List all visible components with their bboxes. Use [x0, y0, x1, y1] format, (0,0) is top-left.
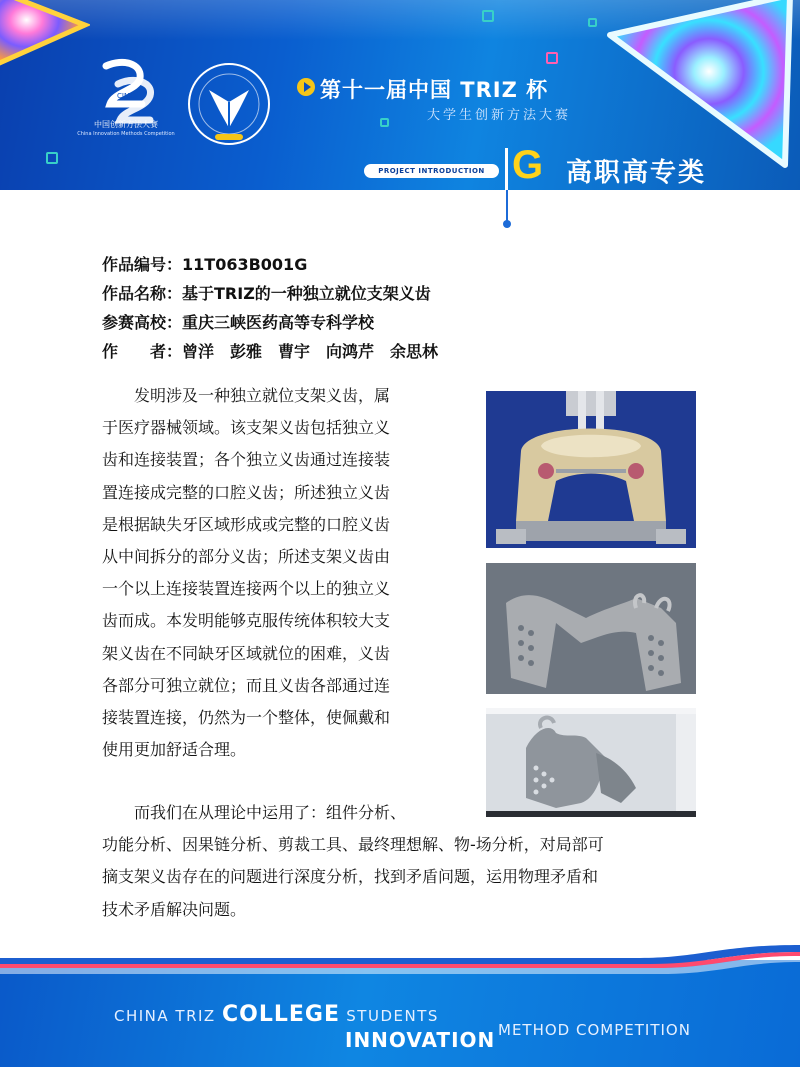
- cad-software-screenshot: [486, 708, 696, 817]
- project-introduction-label: PROJECT INTRODUCTION: [364, 164, 499, 178]
- decorative-triangle-left: [0, 0, 90, 70]
- info-row-title: 作品名称：基于TRIZ的一种独立就位支架义齿: [102, 284, 431, 303]
- footer-wave-decoration: [0, 940, 800, 1000]
- category-name: 高职高专类: [566, 158, 707, 188]
- footer-method-competition: METHOD COMPETITION: [498, 1021, 691, 1039]
- footer-innovation: INNOVATION: [345, 1028, 496, 1052]
- description-paragraph: 发明涉及一种独立就位支架义齿，属 于医疗器械领域。该支架义齿包括独立义 齿和连接装置；各个独立义齿通过连接装 置连接成完整的口腔义齿；所述独立义齿 是根据缺失牙区域形成或完整的口腔义齿 从中间拆分的部分义齿；所述支架义齿由 一个以上连接装置连接两个以上的独立义 齿而成。本发明能够克服传统体积较大支 架义齿在不同缺牙区域就位的困难，义齿 各部分可独立就位；而且义齿各部通过连 接装置连接，仍然为一个整体，使佩戴和 使用更加舒适合理。: [102, 386, 391, 760]
- play-icon: [297, 78, 315, 96]
- info-row-school: 参赛高校：重庆三峡医药高等专科学校: [102, 313, 375, 332]
- cimc-logo-text: 中国创新方法大赛: [94, 120, 158, 129]
- category-letter: G: [512, 143, 544, 187]
- project-authors: 曾洋 彭雅 曹宇 向鸿芹 余思林: [182, 342, 439, 361]
- project-number: 11T063B001G: [182, 255, 308, 274]
- denture-photo: [486, 391, 696, 548]
- competition-subtitle: 大学生创新方法大赛: [427, 108, 572, 123]
- info-row-number: 作品编号：11T063B001G: [102, 255, 308, 274]
- svg-text:CIMC: CIMC: [117, 92, 135, 100]
- header-banner: [0, 0, 800, 190]
- project-school: 重庆三峡医药高等专科学校: [182, 313, 375, 332]
- denture-3d-model-render: [486, 563, 696, 694]
- category-divider: [505, 148, 508, 190]
- info-row-authors: 作 者：曾洋 彭雅 曹宇 向鸿芹 余思林: [102, 342, 439, 361]
- category-connector-line: [506, 190, 508, 222]
- footer-line-1: CHINA TRIZ COLLEGE STUDENTS: [114, 1002, 439, 1027]
- decorative-square: [588, 18, 597, 27]
- project-title: 基于TRIZ的一种独立就位支架义齿: [182, 284, 431, 303]
- decorative-square: [46, 152, 58, 164]
- footer-college: COLLEGE: [222, 1002, 340, 1027]
- decorative-square: [546, 52, 558, 64]
- competition-title: 第十一届中国 TRIZ 杯: [320, 78, 549, 102]
- project-info: [102, 252, 438, 368]
- category-connector-dot: [503, 220, 511, 228]
- decorative-square: [482, 10, 494, 22]
- triz-competition-seal-logo: [185, 60, 273, 148]
- method-paragraph: 而我们在从理论中运用了：组件分析、 功能分析、因果链分析、剪裁工具、最终理想解、物-场分析，对局部可 摘支架义齿存在的问题进行深度分析，找到矛盾问题，运用物理矛盾和 技术矛盾解决问题。: [102, 803, 604, 919]
- decorative-square: [380, 118, 389, 127]
- cimc-logo-subtitle: China Innovation Methods Competition: [77, 131, 175, 137]
